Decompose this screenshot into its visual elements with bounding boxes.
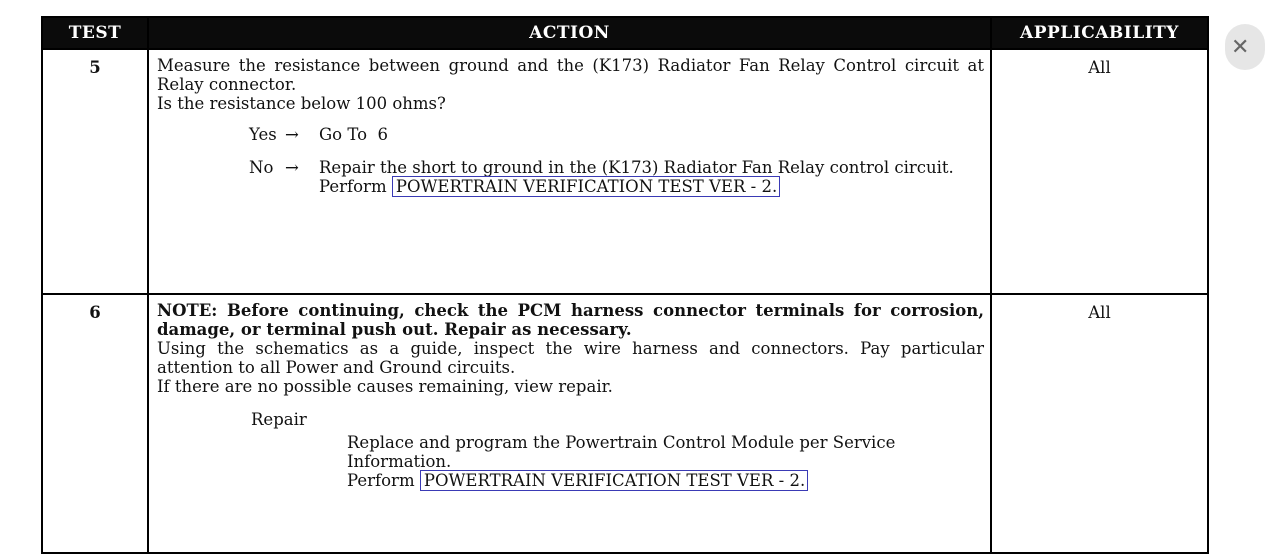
table-row xyxy=(42,294,1208,553)
diagnostic-test-table xyxy=(41,16,1209,554)
yes-branch xyxy=(157,125,984,144)
repair-text: Replace and program the Powertrain Control Module per Service Information. xyxy=(347,433,896,471)
header-applicability: APPLICABILITY xyxy=(991,17,1208,49)
close-icon: ✕ xyxy=(1231,35,1250,60)
applicability-value: All xyxy=(991,49,1208,294)
question-text: Is the resistance below 100 ohms? xyxy=(157,94,446,113)
close-button[interactable] xyxy=(1225,24,1265,70)
repair-body xyxy=(347,433,984,490)
perform-prefix: Perform xyxy=(319,177,387,196)
arrow-right-icon: → xyxy=(285,125,299,144)
header-row xyxy=(42,17,1208,49)
instruction-text: If there are no possible causes remaining, view repair. xyxy=(157,377,613,396)
no-branch xyxy=(157,158,984,196)
action-text: Measure the resistance between ground and the (K173) Radiator Fan Relay Control circuit at Relay connector. xyxy=(157,56,984,94)
action-cell xyxy=(148,49,991,294)
powertrain-verification-link[interactable]: POWERTRAIN VERIFICATION TEST VER - 2. xyxy=(420,470,808,491)
header-test: TEST xyxy=(42,17,148,49)
note-text: NOTE: Before continuing, check the PCM harness connector terminals for corrosion, damage, or terminal push out. Repair as necessary. xyxy=(157,301,984,339)
no-result xyxy=(319,158,984,196)
no-result-text: Repair the short to ground in the (K173) Radiator Fan Relay control circuit. xyxy=(319,158,954,177)
no-label: No xyxy=(249,158,274,177)
action-text: Using the schematics as a guide, inspect the wire harness and connectors. Pay particular attention to all Power and Ground circuits. xyxy=(157,339,984,377)
applicability-value: All xyxy=(991,294,1208,553)
repair-label: Repair xyxy=(251,410,307,429)
test-number: 6 xyxy=(42,294,148,553)
powertrain-verification-link[interactable]: POWERTRAIN VERIFICATION TEST VER - 2. xyxy=(392,176,780,197)
table-row xyxy=(42,49,1208,294)
yes-label: Yes xyxy=(249,125,277,144)
test-number: 5 xyxy=(42,49,148,294)
perform-prefix: Perform xyxy=(347,471,415,490)
header-action: ACTION xyxy=(148,17,991,49)
action-cell xyxy=(148,294,991,553)
arrow-right-icon: → xyxy=(285,158,299,177)
yes-result: Go To 6 xyxy=(319,125,389,144)
